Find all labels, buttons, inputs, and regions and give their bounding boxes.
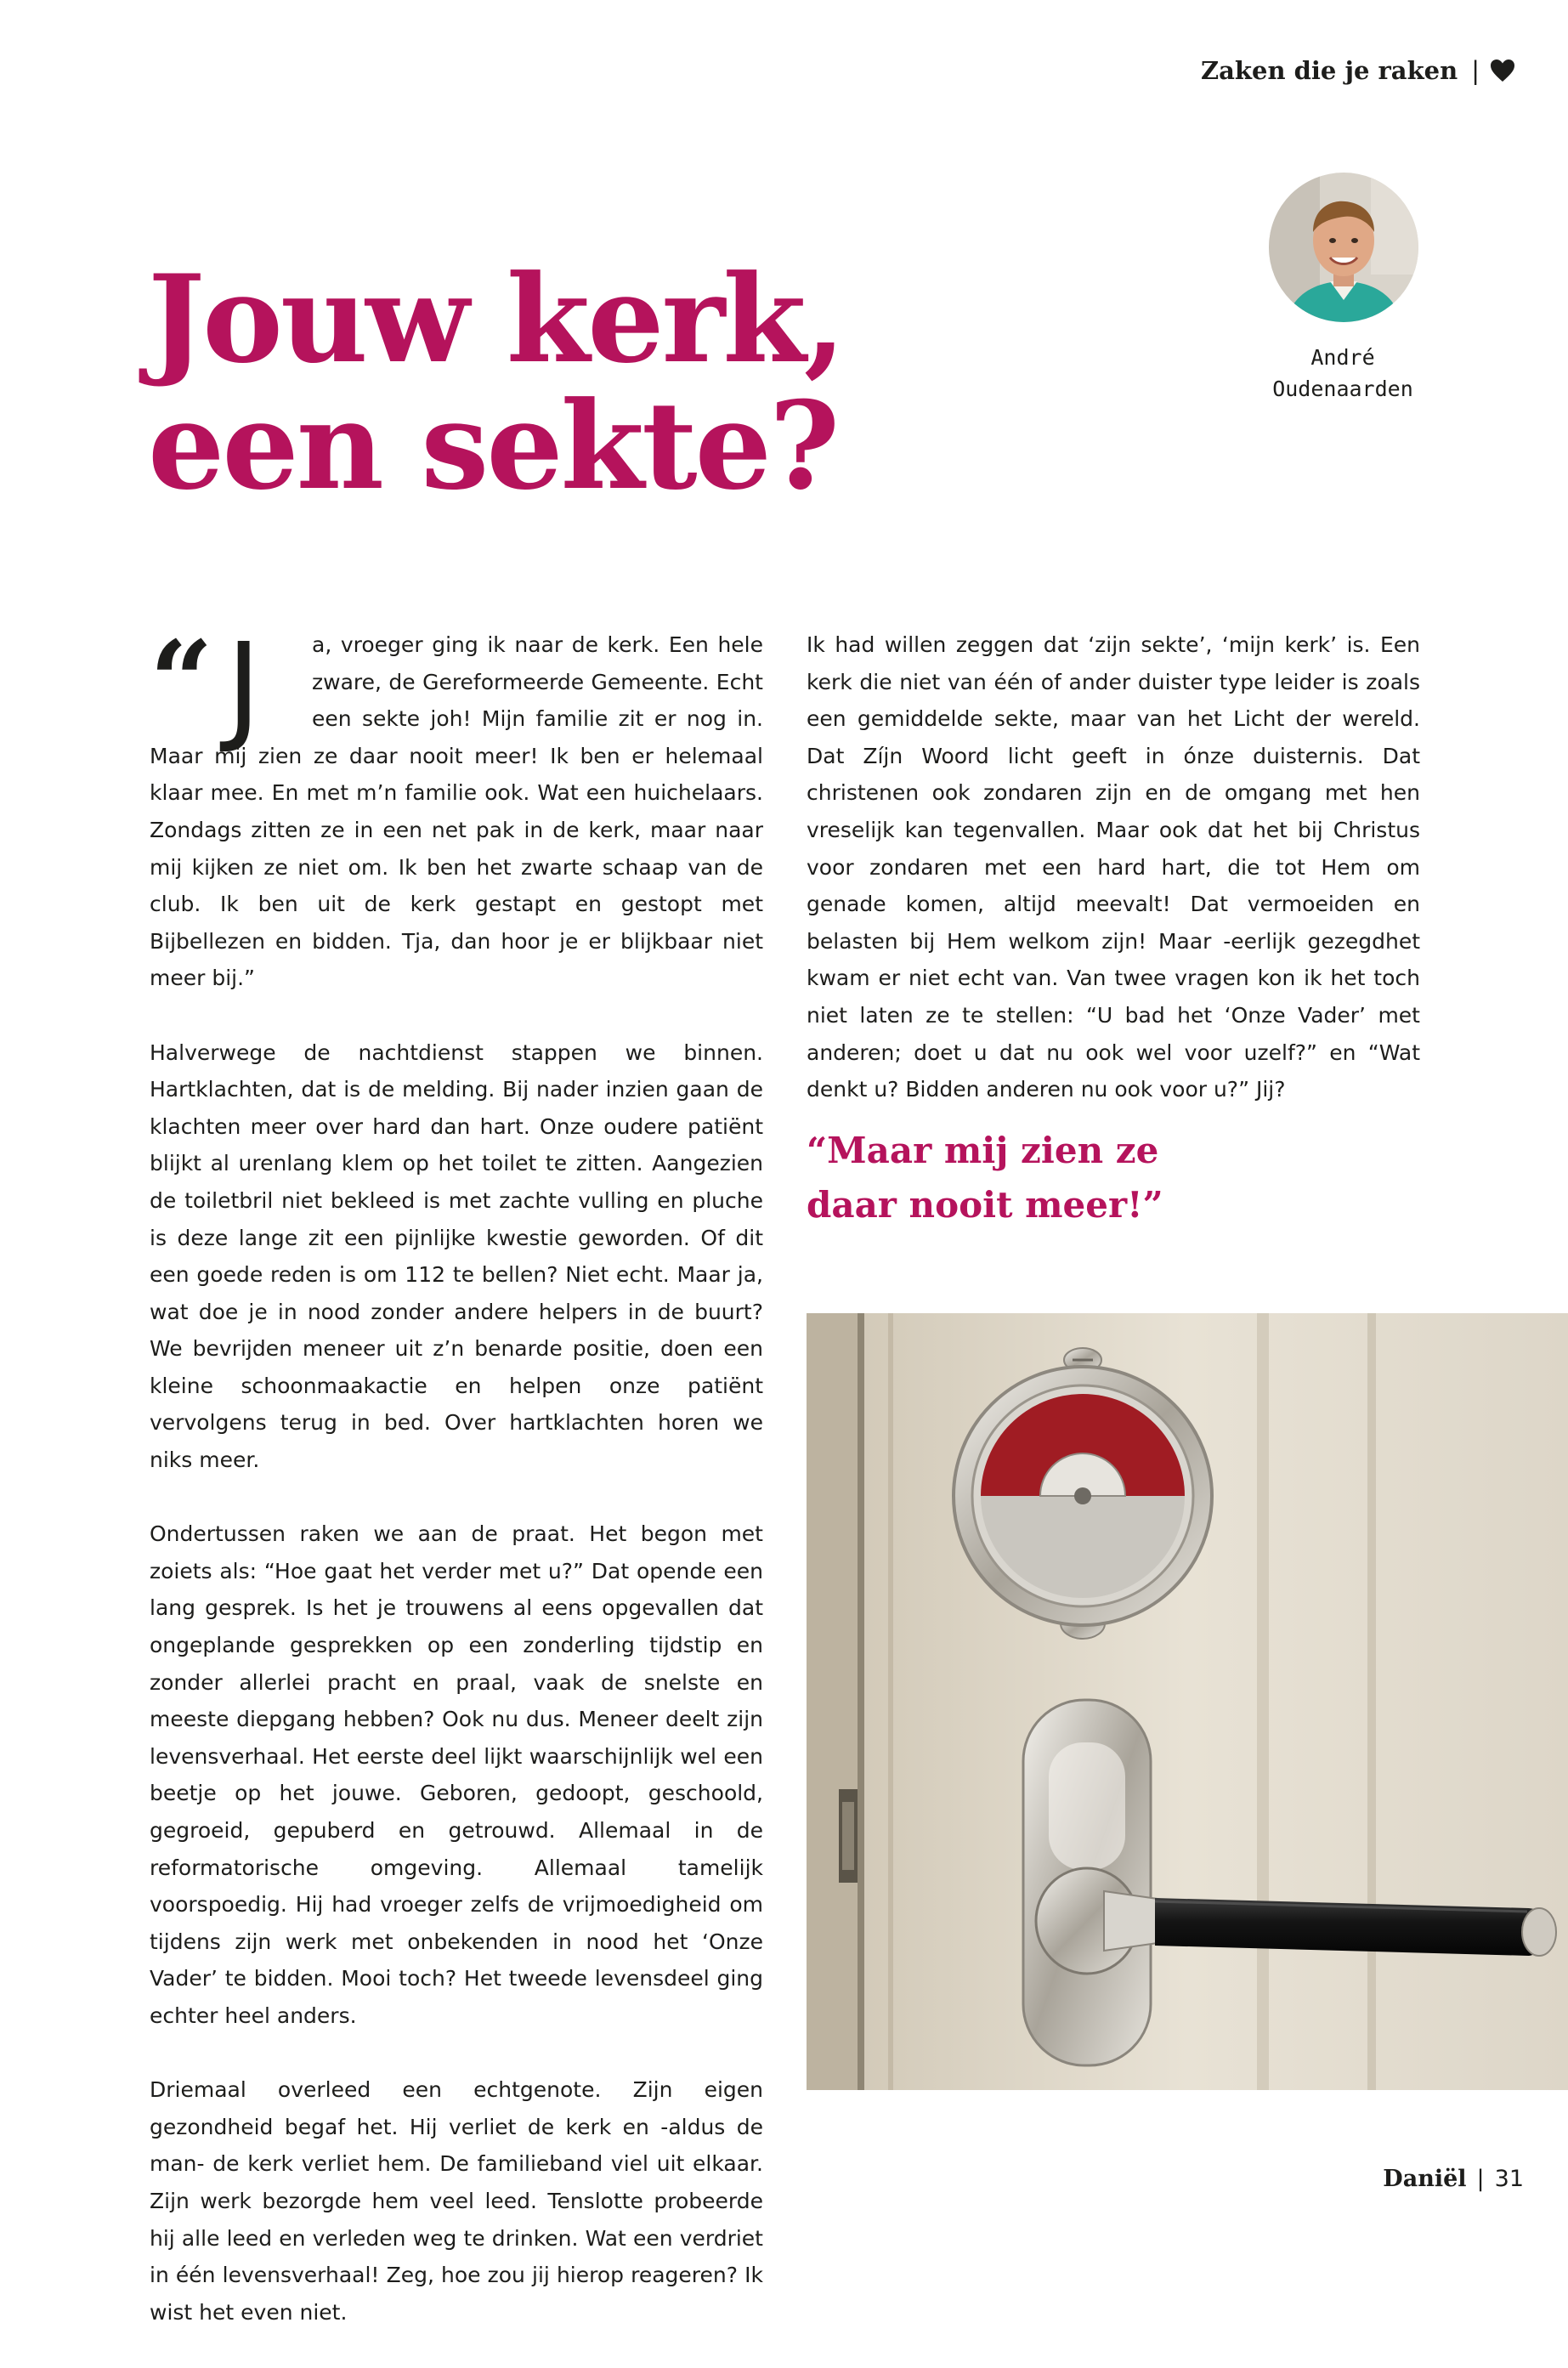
author-first-name: André xyxy=(1310,345,1375,370)
dropcap xyxy=(150,616,307,756)
page-footer xyxy=(1383,2166,1524,2192)
pull-quote-line-2: daar nooit meer!” xyxy=(807,1184,1163,1226)
opening-quote-mark: “ xyxy=(150,616,213,746)
article-column-left xyxy=(150,616,763,2368)
footer-separator: | xyxy=(1476,2166,1485,2192)
section-label: Zaken die je raken xyxy=(1200,56,1458,85)
pull-quote xyxy=(807,1124,1282,1232)
heart-icon xyxy=(1490,59,1515,82)
article-paragraph-2: Halverwege de nachtdienst stappen we binnen. Hartklachten, dat is de melding. Bij nader inzien gaan de klachten meer over hard dan hart. Onze oudere patiënt blijkt al urenlang klem op het toilet te zitten. Aangezien de toiletbril niet bekleed is met zachte vulling en pluche is deze lange zit een pijnlijke kwestie geworden. Of dit een goede reden is om 112 te bellen? Niet echt. Maar ja, wat doe je in nood zonder andere helpers in de buurt? We bevrijden meneer uit z’n benarde positie, doen een kleine schoonmaakactie en helpen onze patiënt vervolgens terug in bed. Over hartklachten horen we niks meer. xyxy=(150,1040,763,1473)
paragraph-1-text: a, vroeger ging ik naar de kerk. Een hele zware, de Gereformeerde Gemeente. Echt een sekte joh! Mijn familie zit er nog in. Maar mij zien ze daar nooit meer! Ik ben er helemaal klaar mee. En met m’n familie ook. Wat een huichelaars. Zondags zitten ze in een net pak in de kerk, maar naar mij kijken ze niet om. Ik ben het zwarte schaap van de club. Ik ben uit de kerk gestapt en gestopt met Bijbellezen en bidden. Tja, dan hoor je er blijkbaar niet meer bij.” xyxy=(150,632,763,991)
dropcap-letter: J xyxy=(226,618,262,756)
article-paragraph-5: Ik had willen zeggen dat ‘zijn sekte’, ‘mijn kerk’ is. Een kerk die niet van één of ander duister type leider is zoals een gemiddelde sekte, maar van het Licht der wereld. Dat Zíjn Woord licht geeft in ónze duisternis. Dat christenen ook zondaren zijn en de omgang met hen vreselijk kan tegenvallen. Maar ook dat het bij Christus voor zondaren met een hard hart, die tot Hem om genade komen, altijd meevalt! Dat vermoeiden en belasten bij Hem welkom zijn! Maar -eerlijk gezegdhet kwam er niet echt van. Van twee vragen kon ik het toch niet laten ze te stellen: “U bad het ‘Onze Vader’ met anderen; doet u dat nu ook wel voor uzelf?” en “Wat denkt u? Bidden anderen nu ook voor u?” Jij? xyxy=(807,632,1420,1102)
author-last-name: Oudenaarden xyxy=(1272,377,1413,401)
article-column-right xyxy=(807,626,1420,1145)
section-tag xyxy=(1201,56,1515,85)
title-line-1: Jouw kerk, xyxy=(148,249,844,390)
magazine-name: Daniël xyxy=(1383,2166,1467,2192)
page-title xyxy=(148,249,913,518)
article-paragraph-4: Driemaal overleed een echtgenote. Zijn eigen gezondheid begaf het. Hij verliet de kerk en -aldus de man- de kerk verliet hem. De familieband viel uit elkaar. Zijn werk bezorgde hem veel leed. Tenslotte probeerde hij alle leed en verleden weg te drinken. Wat een verdriet in één levensverhaal! Zeg, hoe zou jij hierop reageren? Ik wist het even niet. xyxy=(150,2077,763,2325)
title-line-2: een sekte? xyxy=(148,376,838,518)
page-number: 31 xyxy=(1494,2166,1524,2192)
section-separator: | xyxy=(1471,56,1480,85)
article-paragraph-3: Ondertussen raken we aan de praat. Het begon met zoiets als: “Hoe gaat het verder met u?” Dat opende een lang gesprek. Is het je trouwens al eens opgevallen dat ongeplande gesprekken op een zonderling tijdstip en zonder allerlei pracht en praal, vaak de snelste en meeste diepgang hebben? Ook nu dus. Meneer deelt zijn levensverhaal. Het eerste deel lijkt waarschijnlijk wel een beetje op het jouwe. Geboren, gedoopt, geschoold, gegroeid, gepuberd en getrouwd. Allemaal in de reformatorische omgeving. Allemaal tamelijk voorspoedig. Hij had vroeger zelfs de vrijmoedigheid om tijdens zijn werk met onbekenden in nood het ‘Onze Vader’ te bidden. Mooi toch? Het tweede levensdeel ging echter heel anders. xyxy=(150,1521,763,2028)
author-name xyxy=(1241,342,1445,405)
pull-quote-line-1: “Maar mij zien ze xyxy=(807,1130,1159,1171)
door-lock-photo xyxy=(807,1313,1568,2090)
author-avatar xyxy=(1269,173,1418,322)
article-paragraph-1 xyxy=(150,616,763,997)
